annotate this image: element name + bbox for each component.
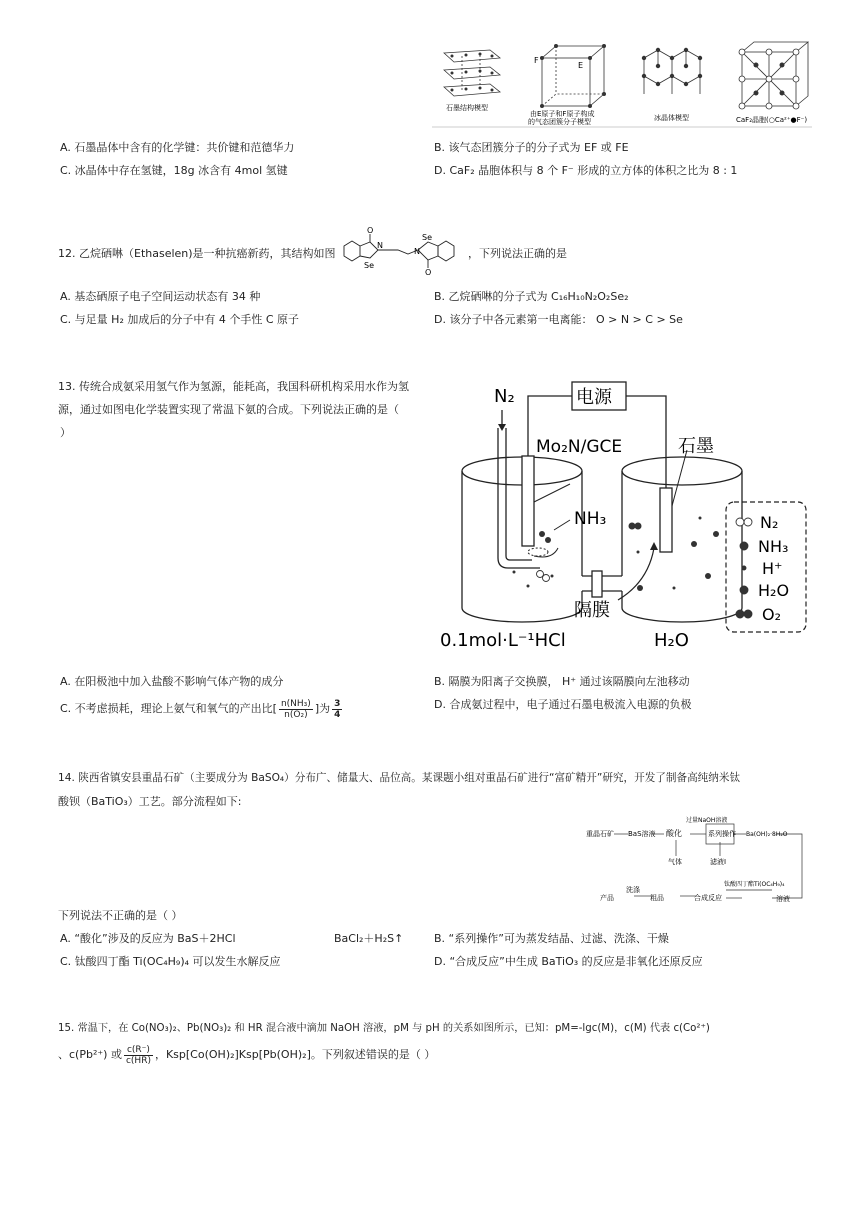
q13-stem-2: 源，通过如图电化学装置实现了常温下氨的合成。下列说法正确的是（ (58, 403, 399, 416)
q13-anode-label: 石墨 (678, 436, 714, 457)
q13-option-c-mid: ]为 (314, 702, 331, 715)
flow-gas: 气体 (668, 858, 682, 866)
q15-stem-2a: 、c(Pb²⁺) 或 (58, 1048, 122, 1061)
flow-bas: BaS溶液 (628, 830, 656, 838)
q12-stem-b: ，下列说法正确的是 (468, 247, 567, 260)
q14-stem-2: 酸钡（BaTiO₃）工艺。部分流程如下: (58, 795, 242, 808)
q12-structure (338, 224, 468, 276)
q15-ratio-num: c(R⁻) (124, 1045, 153, 1056)
q15-stem-2 (58, 1040, 435, 1070)
q12-o1: O (367, 226, 374, 235)
q13-power-label: 电源 (576, 387, 612, 408)
q13-stem-3: ） (60, 426, 71, 439)
q13-electrolyte-label: 0.1mol·L⁻¹HCl (440, 630, 566, 651)
q12-option-b: B. 乙烷硒啉的分子式为 C₁₆H₁₀N₂O₂Se₂ (434, 290, 629, 303)
caption-cluster-l2: 的气态团簇分子模型 (528, 118, 591, 126)
q15-ratio (124, 1045, 153, 1066)
q13-cathode-label: Mo₂N/GCE (536, 437, 623, 457)
cluster-cube-model (542, 46, 604, 106)
q15-ratio-den: c(HR) (125, 1055, 151, 1066)
caption-ice: 冰晶体模型 (654, 114, 689, 122)
caption-caf2: CaF₂晶胞(○Ca²⁺●F⁻) (736, 116, 808, 124)
q13-membrane-label: 隔膜 (574, 600, 610, 621)
q13-legend-o2: O₂ (762, 605, 782, 624)
ratio-num: n(NH₃) (280, 698, 311, 709)
caption-cluster (528, 109, 594, 126)
q12-option-d: D. 该分子中各元素第一电离能： O > N > C > Se (434, 313, 683, 326)
q13-option-c-value (332, 699, 342, 720)
flow-baoh: Ba(OH)₂·8H₂O (746, 831, 788, 838)
q12-n1: N (377, 241, 383, 250)
cube-label-e: E (578, 61, 584, 70)
q13-legend-h: H⁺ (762, 559, 783, 578)
flow-ti: 钛酸四丁酯Ti(OC₄H₉)₄ (724, 881, 785, 888)
q11-option-b: B. 该气态团簇分子的分子式为 EF 或 FE (434, 141, 629, 154)
flow-filtrate: 滤液Ⅰ (710, 858, 727, 866)
q13-option-b: B. 隔膜为阳离子交换膜， H⁺ 通过该隔膜向左池移动 (434, 675, 690, 688)
q13-option-c-pre: C. 不考虑损耗，理论上氨气和氧气的产出比[ (60, 702, 277, 715)
q15-stem-2b: ，Ksp[Co(OH)₂]Ksp[Pb(OH)₂]。下列叙述错误的是（ ） (154, 1048, 436, 1061)
q13-legend-h2o: H₂O (758, 581, 790, 600)
flow-synth: 合成反应 (694, 894, 722, 902)
q13-legend-n2: N₂ (760, 513, 779, 532)
caption-cluster-l1: 由E原子和F原子构成 (530, 110, 595, 118)
flow-acid: 酸化 (666, 829, 682, 838)
q11-option-a: A. 石墨晶体中含有的化学键：共价键和范德华力 (60, 141, 295, 154)
flow-wash: 洗涤 (626, 886, 640, 894)
q14-option-a-1: A. “酸化”涉及的反应为 BaS＋2HCl (60, 932, 236, 945)
q13-electrolysis-figure (432, 376, 812, 658)
q13-option-c-ratio (279, 699, 313, 720)
q14-option-d: D. “合成反应”中生成 BaTiO₃ 的反应是非氧化还原反应 (434, 955, 703, 968)
q11-option-c: C. 冰晶体中存在氢键，18g 冰含有 4mol 氢键 (60, 164, 288, 177)
q13-option-c (60, 694, 344, 724)
q12-option-c: C. 与足量 H₂ 加成后的分子中有 4 个手性 C 原子 (60, 313, 300, 326)
q13-water-label: H₂O (654, 630, 689, 651)
flow-solution: 溶液 (776, 895, 790, 903)
q14-flowchart (586, 810, 812, 906)
flow-ore: 重晶石矿 (586, 830, 614, 838)
q14-option-c: C. 钛酸四丁酯 Ti(OC₄H₉)₄ 可以发生水解反应 (60, 955, 281, 968)
q12-n2: N (414, 247, 420, 256)
q13-option-a: A. 在阳极池中加入盐酸不影响气体产物的成分 (60, 675, 284, 688)
cube-label-f-text: F (534, 56, 539, 65)
q13-option-d: D. 合成氨过程中，电子通过石墨电极流入电源的负极 (434, 698, 692, 711)
q13-nh3-label: NH₃ (574, 509, 607, 529)
q13-n2-label: N₂ (494, 386, 515, 407)
value-den: 4 (334, 709, 341, 720)
q12-stem-a: 12. 乙烷硒啉（Ethaselen)是一种抗癌新药，其结构如图 (58, 247, 336, 260)
q14-question: 下列说法不正确的是（ ） (58, 909, 183, 922)
ratio-den: n(O₂) (284, 709, 308, 720)
value-num: 3 (334, 698, 341, 709)
q13-legend-nh3: NH₃ (758, 537, 789, 556)
q12-option-a: A. 基态硒原子电子空间运动状态有 34 种 (60, 290, 261, 303)
q14-stem-1: 14. 陕西省镇安县重晶石矿（主要成分为 BaSO₄）分布广、储量大、品位高。某课题小组对重晶石矿进行“富矿精开”研究，开发了制备高纯纳米钛 (58, 772, 741, 784)
flow-product: 产品 (600, 894, 614, 902)
flow-coarse: 粗品 (650, 894, 664, 902)
caption-graphite: 石墨结构模型 (446, 104, 488, 112)
q13-stem-1: 13. 传统合成氨采用氢气作为氢源，能耗高，我国科研机构采用水作为氢 (58, 380, 409, 393)
q11-figures (432, 38, 812, 130)
q14-option-a-2: BaCl₂＋H₂S↑ (334, 932, 404, 945)
q12-se2: Se (422, 233, 432, 242)
flow-naoh: 过量NaOH溶液 (686, 817, 728, 824)
q15-stem-1: 15. 常温下，在 Co(NO₃)₂、Pb(NO₃)₂ 和 HR 混合液中滴加 NaOH 溶液，pM 与 pH 的关系如图所示，已知：pM=-lgc(M)，c(M) 代表 c(Co²⁺) (58, 1023, 710, 1034)
q14-option-b: B. “系列操作”可为蒸发结晶、过滤、洗涤、干燥 (434, 932, 669, 945)
q12-se1: Se (364, 261, 374, 270)
q12-o2: O (425, 268, 432, 276)
q11-option-d: D. CaF₂ 晶胞体积与 8 个 F⁻ 形成的立方体的体积之比为 8 : 1 (434, 164, 738, 177)
flow-ops: 系列操作 (708, 830, 736, 838)
